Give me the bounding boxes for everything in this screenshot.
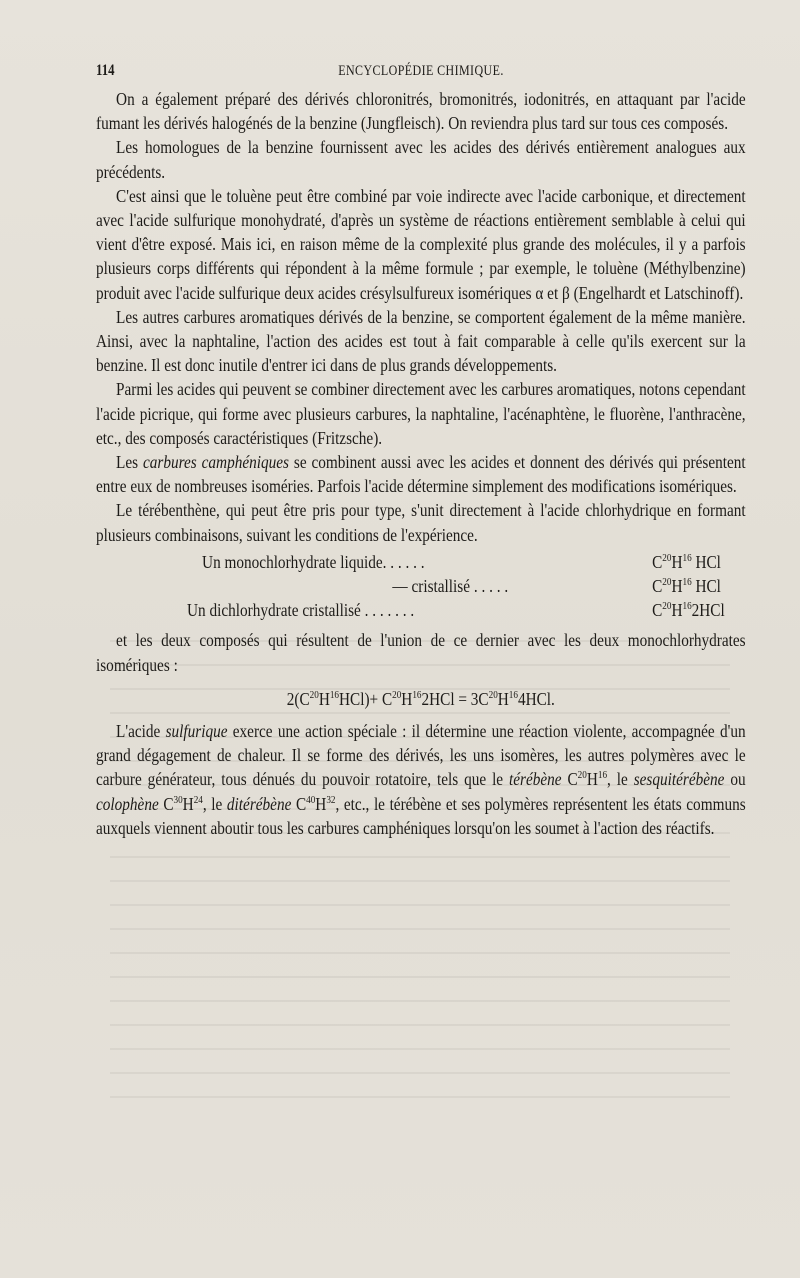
formula-value: $C^{20}H^{16}2HCl$ xyxy=(652,600,725,621)
formula-label: Un dichlorhydrate cristallisé . . . . . . . xyxy=(187,600,415,621)
page-number: 114 xyxy=(96,62,115,79)
formula-row xyxy=(96,598,746,622)
formula-label: Un monochlorhydrate liquide. . . . . . xyxy=(202,551,425,572)
paragraph-7: Le térébenthène, qui peut être pris pour type, s'unit directement à l'acide chlorhydrique en formant plusieurs combinaisons, suivant les conditions de l'expérience. xyxy=(96,500,746,545)
formula-list xyxy=(96,550,746,623)
paragraph-5: Parmi les acides qui peuvent se combiner directement avec les carbures aromatiques, notons cependant l'acide picrique, qui forme avec plusieurs carbures, la naphtaline, l'acénaphtène, le fluorène, l'anthracène, etc., des composés caractéristiques (Fritzsche). xyxy=(96,379,746,448)
paragraph-1: On a également préparé des dérivés chloronitrés, bromonitrés, iodonitrés, en attaquant par l'acide fumant les dérivés halogénés de la benzine (Jungfleisch). On reviendra plus tard sur tous ces composés. xyxy=(96,89,746,134)
paragraph-6: Les carbures camphéniques se combinent aussi avec les acides et donnent des dérivés qui présentent entre eux de nombreuses isoméries. Parfois l'acide détermine simplement des modifications isomériques. xyxy=(96,452,746,497)
running-head: ENCYCLOPÉDIE CHIMIQUE. xyxy=(338,63,504,79)
chemical-equation: $2(C^{20}H^{16}HCl)+ C^{20}H^{16}2HCl = 3C^{20}H^{16}4HCl$. xyxy=(286,688,555,709)
paragraph-3: C'est ainsi que le toluène peut être combiné par voie indirecte avec l'acide carbonique, et directement avec l'acide sulfurique monohydraté, d'après un système de réactions entièrement semblable à celui qui vient d'être exposé. Mais ici, en raison même de la complexité plus grande des molécules, il y a parfois plusieurs corps différents qui répondent à la même formule ; par exemple, le toluène (Méthylbenzine) produit avec l'acide sulfurique deux acides crésylsulfureux isomériques α et β (Engelhardt et Latschinoff). xyxy=(96,185,746,303)
paragraph-9: L'acide sulfurique exerce une action spéciale : il détermine une réaction violente, accompagnée d'un grand dégagement de chaleur. Il se forme des dérivés, les uns isomères, les autres polymères avec le carbure générateur, tous dénués du pouvoir rotatoire, tels que le térébène $C^{20}H^{16}$, le sesquitérébène ou colophène $C^{30}H^{24}$, le ditérébène $C^{40}H^{32}$, etc., le térébène et ses polymères représentent les états communs auxquels viennent aboutir tous les carbures camphéniques lorsqu'on les soumet à l'action des réactifs. xyxy=(96,721,746,838)
formula-label: — cristallisé . . . . . xyxy=(392,576,509,597)
paragraph-8: et les deux composés qui résultent de l'union de ce dernier avec les deux monochlorhydrates isomériques : xyxy=(96,630,746,675)
formula-value: $C^{20}H^{16}$ HCl xyxy=(652,551,721,572)
paragraph-2: Les homologues de la benzine fournissent avec les acides des dérivés entièrement analogues aux précédents. xyxy=(96,137,746,182)
page-header xyxy=(96,62,746,86)
formula-value: $C^{20}H^{16}$ HCl xyxy=(652,575,721,597)
emphasis-carbures: carbures camphéniques xyxy=(143,452,289,473)
body-text xyxy=(96,87,746,840)
formula-row xyxy=(96,550,746,574)
formula-row xyxy=(96,574,746,598)
paragraph-4: Les autres carbures aromatiques dérivés de la benzine, se comportent également de la même manière. Ainsi, avec la naphtaline, l'action des acides est tout à fait comparable à celle qu'ils exercent sur la benzine. Il est donc inutile d'entrer ici dans de plus grands développements. xyxy=(96,306,746,376)
